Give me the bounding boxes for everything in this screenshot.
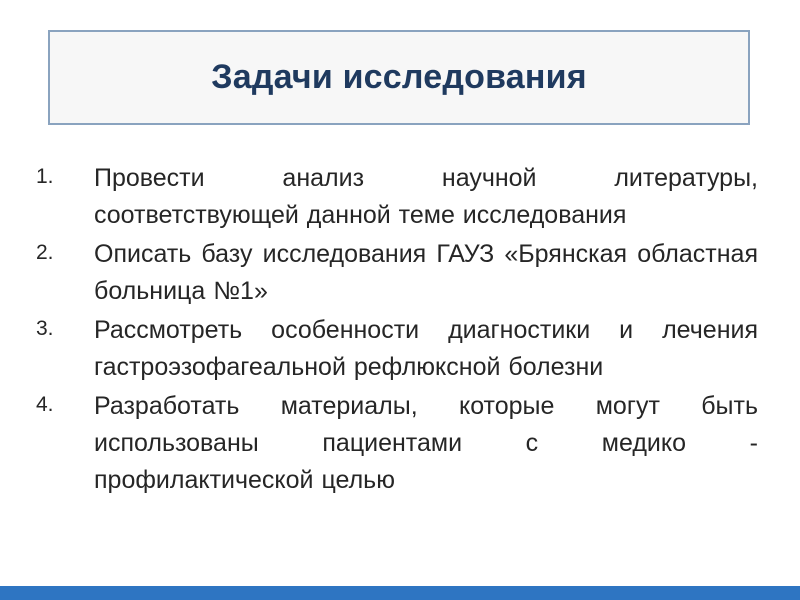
task-item-4 [36,388,758,499]
task-item-2 [36,236,758,310]
task-text: Описать базу исследования ГАУЗ «Брянская областная больница №1» [94,240,758,305]
title-box [48,30,750,125]
task-number: 3. [36,317,54,340]
task-number: 1. [36,165,54,188]
task-text: Разработать материалы, которые могут быть использованы пациентами с медико - профилактической целью [94,392,758,494]
task-number: 2. [36,241,54,264]
slide-title: Задачи исследования [211,58,587,96]
bottom-accent-bar [0,586,800,600]
task-list [36,160,758,501]
task-item-1 [36,160,758,234]
task-item-3 [36,312,758,386]
task-text: Провести анализ научной литературы, соответствующей данной теме исследования [94,164,758,229]
task-text: Рассмотреть особенности диагностики и лечения гастроэзофагеальной рефлюксной болезни [94,316,758,381]
task-number: 4. [36,393,54,416]
